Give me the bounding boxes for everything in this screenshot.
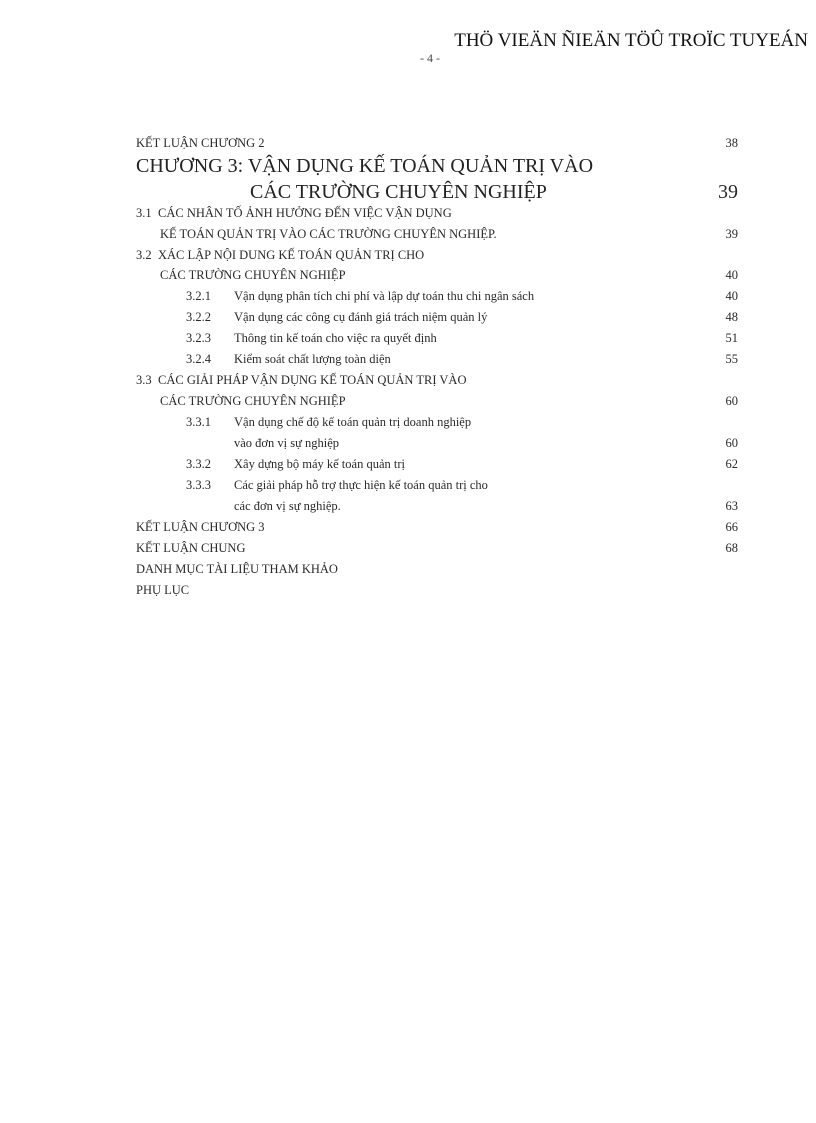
chapter-3-page: 39: [718, 181, 738, 203]
toc-page: 60: [725, 394, 738, 408]
toc-page: 38: [725, 136, 738, 150]
section-number: 3.3: [136, 373, 152, 387]
toc-page: 48: [725, 310, 738, 324]
toc-page: 40: [725, 289, 738, 303]
page-number: - 4 -: [420, 51, 440, 65]
header-title: THÖ VIEÄN ÑIEÄN TÖÛ TROÏC TUYEÁN: [454, 30, 808, 51]
chapter-3-title-line2: CÁC TRƯỜNG CHUYÊN NGHIỆP: [250, 181, 547, 203]
toc-entry-3-3-line2: CÁC TRƯỜNG CHUYÊN NGHIỆP: [160, 394, 346, 408]
section-number: 3.2: [136, 248, 152, 262]
section-number: 3.3.1: [186, 415, 211, 429]
section-number: 3.2.3: [186, 331, 211, 345]
toc-page: 55: [725, 352, 738, 366]
toc-entry-3-2-line2: CÁC TRƯỜNG CHUYÊN NGHIỆP: [160, 268, 346, 282]
toc-entry-phu-luc: PHỤ LỤC: [136, 583, 190, 597]
toc-page: 68: [725, 541, 738, 555]
toc-entry-3-2-line1: 3.2 XÁC LẬP NỘI DUNG KẾ TOÁN QUẢN TRỊ CHO: [136, 248, 425, 262]
section-number: 3.3.3: [186, 478, 211, 492]
toc-entry-3-1-line1: 3.1 CÁC NHÂN TỐ ẢNH HƯỞNG ĐẾN VIỆC VẬN DỤNG: [136, 206, 452, 220]
section-number: 3.1: [136, 206, 152, 220]
toc-entry-3-3-line1: 3.3 CÁC GIẢI PHÁP VẬN DỤNG KẾ TOÁN QUẢN TRỊ VÀO: [136, 373, 467, 387]
chapter-3-title-line1: CHƯƠNG 3: VẬN DỤNG KẾ TOÁN QUẢN TRỊ VÀO: [136, 155, 594, 177]
section-number: 3.3.2: [186, 457, 211, 471]
toc-entry-3-3-1-line2: vào đơn vị sự nghiệp: [234, 436, 340, 450]
toc-page: 40: [725, 268, 738, 282]
toc-page: 62: [725, 457, 738, 471]
toc-entry-ket-luan-chung: KẾT LUẬN CHUNG: [136, 541, 246, 555]
section-number: 3.2.4: [186, 352, 211, 366]
toc-entry-3-3-2: 3.3.2 Xây dựng bộ máy kế toán quản trị: [186, 457, 405, 471]
section-number: 3.2.2: [186, 310, 211, 324]
toc-entry-tai-lieu-tham-khao: DANH MỤC TÀI LIỆU THAM KHẢO: [136, 562, 338, 576]
toc-page: 51: [725, 331, 738, 345]
toc-entry-ket-luan-2: KẾT LUẬN CHƯƠNG 2: [136, 136, 265, 150]
toc-page: 39: [725, 227, 738, 241]
toc-page: 63: [725, 499, 738, 513]
toc-entry-3-3-1-line1: 3.3.1 Vận dụng chế độ kế toán quản trị doanh nghiệp: [186, 415, 472, 429]
section-number: 3.2.1: [186, 289, 211, 303]
toc-entry-3-3-3-line1: 3.3.3 Các giải pháp hỗ trợ thực hiện kế toán quản trị cho: [186, 478, 488, 492]
toc-entry-3-1-line2: KẾ TOÁN QUẢN TRỊ VÀO CÁC TRƯỜNG CHUYÊN NGHIỆP.: [160, 227, 497, 241]
toc-entry-3-2-1: 3.2.1 Vận dụng phân tích chi phí và lập dự toán thu chi ngân sách: [186, 289, 535, 303]
toc-entry-3-3-3-line2: các đơn vị sự nghiệp.: [234, 499, 341, 513]
toc-entry-3-2-3: 3.2.3 Thông tin kế toán cho việc ra quyết định: [186, 331, 437, 345]
toc-page: 66: [725, 520, 738, 534]
toc-entry-ket-luan-3: KẾT LUẬN CHƯƠNG 3: [136, 520, 265, 534]
toc-page: 60: [725, 436, 738, 450]
toc-entry-3-2-2: 3.2.2 Vận dụng các công cụ đánh giá trách niệm quản lý: [186, 310, 488, 324]
toc-entry-3-2-4: 3.2.4 Kiểm soát chất lượng toàn diện: [186, 352, 391, 366]
